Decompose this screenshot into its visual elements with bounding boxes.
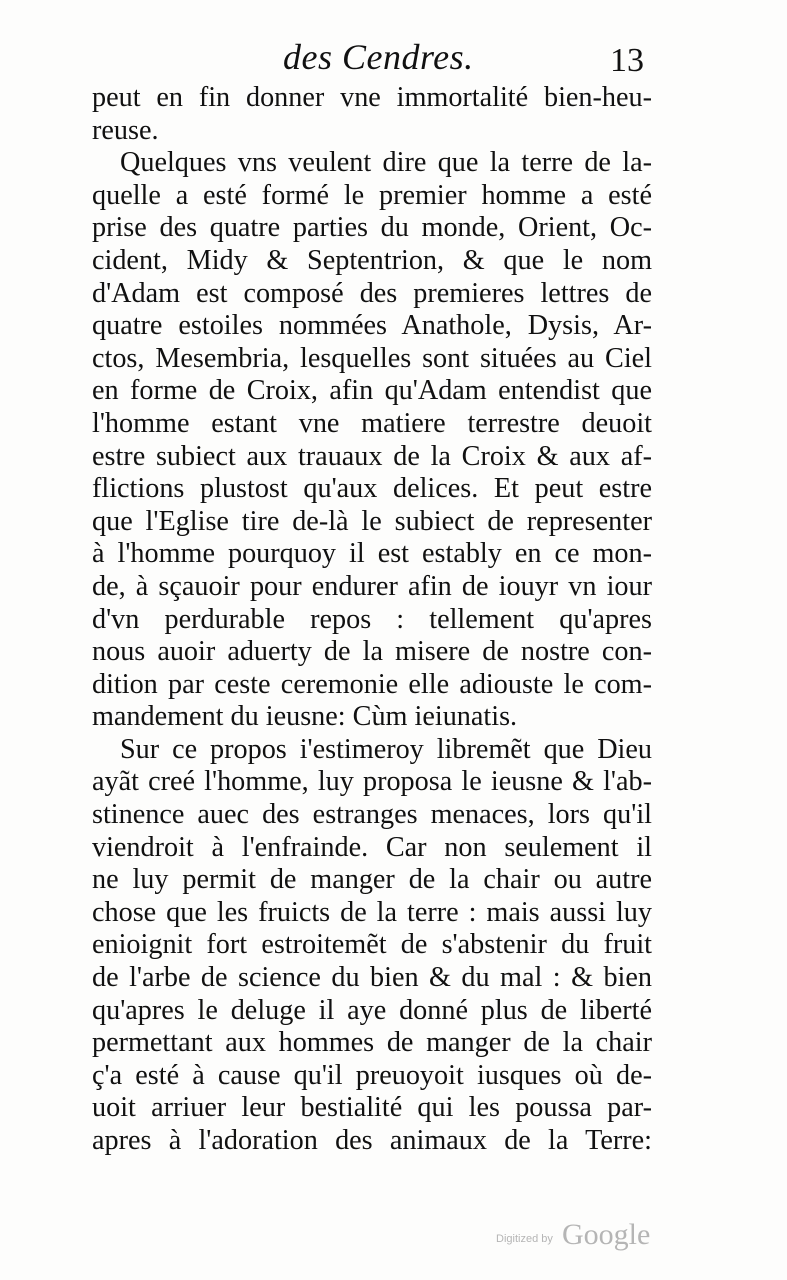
text-line: de, à sçauoir pour endurer afin de iouyr vn iour (92, 570, 652, 602)
text-line: estre subiect aux trauaux de la Croix & aux af- (92, 440, 652, 472)
text-line: viendroit à l'enfrainde. Car non seulement il (92, 831, 652, 863)
page-number: 13 (610, 42, 644, 79)
text-line: reuse. (92, 114, 159, 146)
google-logo: Google (562, 1218, 651, 1251)
text-line: mandement du ieusne: Cùm ieiunatis. (92, 701, 518, 733)
text-line: enioignit fort estroitemẽt de s'abstenir du fruit (92, 929, 652, 961)
text-line: uoit arriuer leur bestialité qui les poussa par- (92, 1092, 652, 1124)
text-line: quelle a esté formé le premier homme a esté (92, 179, 652, 211)
text-line: permettant aux hommes de manger de la chair (92, 1027, 652, 1059)
digitized-watermark (496, 1218, 666, 1258)
body-text (92, 82, 652, 1158)
watermark-prefix: Digitized by (496, 1233, 553, 1245)
text-line: ç'a esté à cause qu'il preuoyoit iusques où de- (92, 1059, 652, 1091)
text-line: d'Adam est composé des premieres lettres de (92, 277, 652, 309)
text-line: Sur ce propos i'estimeroy libremẽt que Dieu (120, 733, 652, 765)
text-line: que l'Eglise tire de-là le subiect de representer (92, 505, 652, 537)
text-line: cident, Midy & Septentrion, & que le nom (92, 244, 652, 276)
text-line: quatre estoiles nommées Anathole, Dysis, Ar- (92, 310, 652, 342)
text-line: Quelques vns veulent dire que la terre de la- (120, 147, 652, 179)
text-line: qu'apres le deluge il aye donné plus de liberté (92, 994, 652, 1026)
text-line: prise des quatre parties du monde, Orient, Oc- (92, 212, 652, 244)
text-line: chose que les fruicts de la terre : mais aussi luy (92, 896, 652, 928)
text-line: de l'arbe de science du bien & du mal : & bien (92, 962, 652, 994)
text-line: en forme de Croix, afin qu'Adam entendist que (92, 375, 652, 407)
text-line: l'homme estant vne matiere terrestre deuoit (92, 407, 652, 439)
text-line: apres à l'adoration des animaux de la Terre: (92, 1125, 652, 1156)
text-line: nous auoir aduerty de la misere de nostre con- (92, 636, 652, 668)
page-header (0, 30, 787, 80)
text-line: dition par ceste ceremonie elle adiouste le com- (92, 668, 652, 700)
text-line: flictions plustost qu'aux delices. Et peut estre (92, 473, 652, 505)
text-line: ctos, Mesembria, lesquelles sont situées au Ciel (92, 342, 652, 374)
running-head: des Cendres. (283, 37, 474, 77)
text-line: d'vn perdurable repos : tellement qu'apres (92, 603, 652, 635)
text-line: stinence auec des estranges menaces, lors qu'il (92, 799, 652, 831)
text-line: ne luy permit de manger de la chair ou autre (92, 864, 652, 896)
text-line: à l'homme pourquoy il est estably en ce mon- (92, 538, 652, 570)
text-line: peut en fin donner vne immortalité bien-heu- (92, 82, 652, 113)
text-line: ayãt creé l'homme, luy proposa le ieusne & l'ab- (92, 766, 652, 798)
